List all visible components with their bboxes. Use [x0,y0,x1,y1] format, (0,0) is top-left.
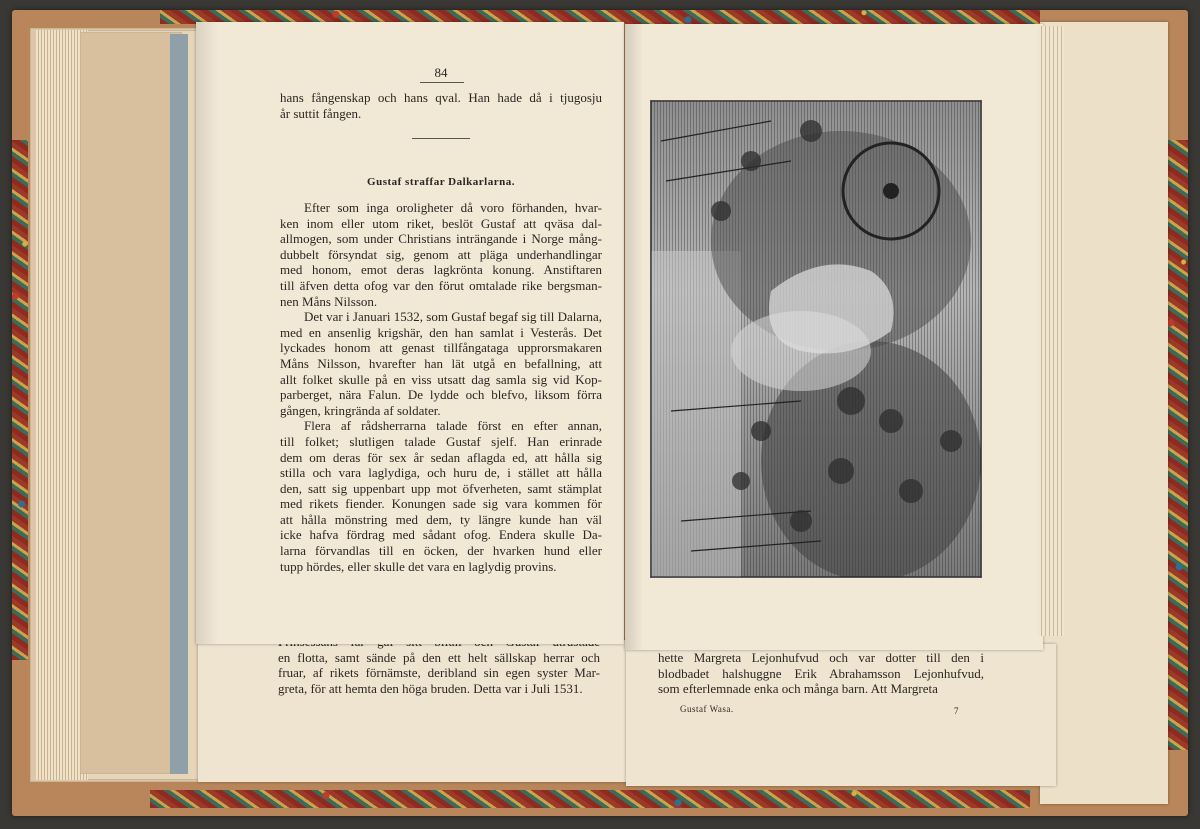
text-line: greta, för att hemta den höga bruden. Detta var i Juli 1531. [278,680,583,696]
text-line: ken inom eller utom riket, beslöt Gustaf att qväsa dal- [280,215,602,231]
text-line: som efterlemnade enka och många barn. Att Margreta [658,681,938,697]
running-footer-title: Gustaf Wasa. [680,704,734,714]
text-line: dubbelt försyndat sig, genom att pläga underhandlingar [280,246,602,262]
text-line: parberget, nära Falun. De lydde och blefvo, liksom förra [280,387,602,403]
blue-paper-strip [170,34,188,774]
section-title: Gustaf straffar Dalkarlarna. [367,176,515,188]
text-line: Efter som inga oroligheter då voro förhanden, hvar- [304,200,602,215]
right-under-text [658,650,984,697]
text-line: Måns Nilsson, hvarefter han lät utgå en befallning, att [280,355,602,371]
page-stack-folded [80,32,182,774]
text-line: dem om deras för sex år sedan aflagda ed, att hålla sig [280,449,602,465]
text-line: hans fångenskap och hans qval. Han hade då i tjugosju [280,90,602,105]
text-line: Det var i Januari 1532, som Gustaf begaf sig till Dalarna, [304,309,602,325]
text-line: fruar, af rikets förnämste, deribland sin egen syster Mar- [278,665,600,681]
left-under-page [198,640,626,782]
text-line: med en ansenlig krigshär, den han samlat i Vesterås. Det [280,324,602,340]
text-line: gången, kringrända af soldater. [280,402,441,418]
text-line: stilla och vara laglydiga, och huru de, i stället att hålla [280,465,602,481]
text-line: till äfven detta ofog var den förut omtalade rike bergsman- [280,277,602,293]
marbled-endpaper-bottom [150,790,1030,808]
text-line: med rikets fiender. Konungen sade sig vara kommen för [280,496,602,512]
body-text [280,200,602,574]
text-line: år suttit fången. [280,105,362,121]
section-divider [412,138,470,139]
text-line: till folket; slutligen talade Gustaf sjelf. Han erinrade [280,433,602,449]
page-edges-right [1038,26,1064,636]
marbled-endpaper-right [1166,140,1188,750]
text-line: hette Margreta Lejonhufvud och var dotter till den i [658,650,984,665]
page-number-rule [420,82,464,83]
marbled-endpaper-left [12,140,28,660]
text-line: larna förvandlas till en öcken, der hvarken hund eller [280,543,602,559]
engraving-crowd-scene [651,101,981,577]
left-page [196,22,624,644]
text-line: lyckades honom att genast tillfångataga upprorsmakaren [280,340,602,356]
intro-text [280,90,602,121]
signature-number: 7 [954,706,959,716]
text-line: blodbadet halshuggne Erik Abrahamsson Lejonhufvud, [658,665,984,681]
text-line: med honom, emot deras lagkrönta konung. Anstiftaren [280,262,602,278]
text-line: allmogen, som under Christians inträngande i Norge mång- [280,231,602,247]
engraving-illustration [650,100,982,578]
text-line: allt folket skulle på en viss utsatt dag samla sig vid Kop- [280,371,602,387]
text-line: att hålla mönstring med dem, ty längre kunde han väl [280,511,602,527]
text-line: Flera af rådsherrarna talade först en efter annan, [304,418,602,434]
right-under-page [626,644,1056,786]
text-line: tupp hördes, eller skulle det vara en laglydig provins. [280,558,557,574]
text-line: icke hafva fördrag med sådant ofog. Endera skulle Da- [280,527,602,543]
text-line: den, satt sig uppenbart upp mot öfverheten, samt stämplat [280,480,602,496]
text-line: en flotta, samt sände på den ett helt sällskap herrar och [278,649,600,665]
text-line: nen Måns Nilsson. [280,293,378,309]
page-number: 84 [434,65,448,80]
